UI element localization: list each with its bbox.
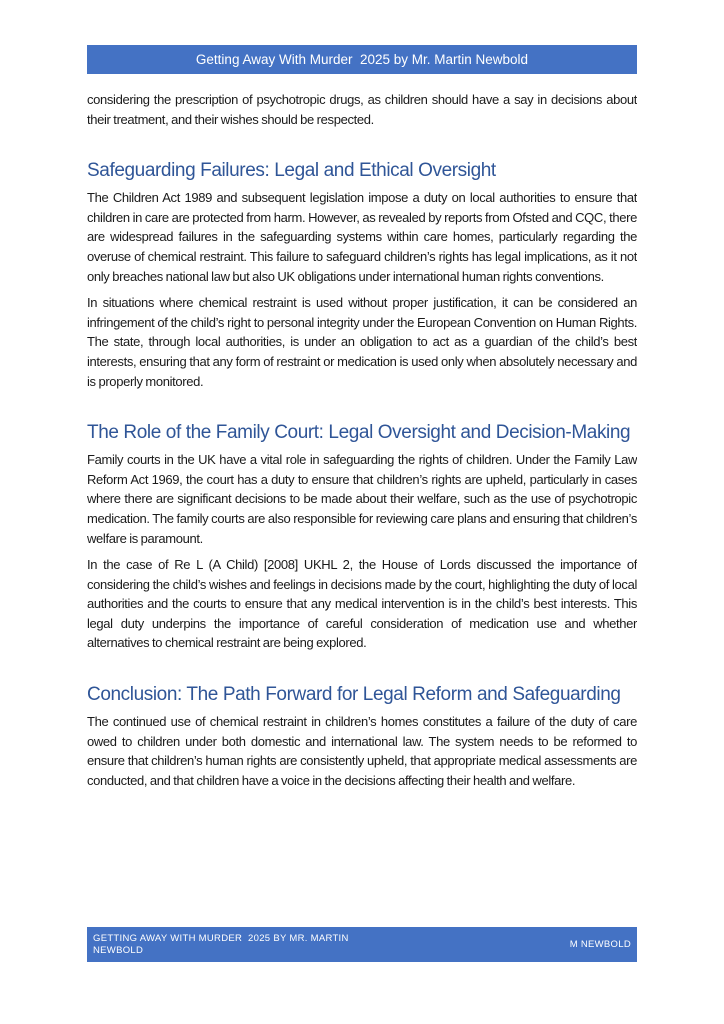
section-heading: Conclusion: The Path Forward for Legal Reform and Safeguarding <box>87 684 621 706</box>
section-gap <box>87 660 637 682</box>
paragraph: The continued use of chemical restraint in children’s homes constitutes a failure of the duty of care owed to children under both domestic and international law. The system needs to be reformed to ensure that children’s human rights are consistently upheld, that appropriate medical assessments are conducted, and that children have a voice in the decisions affecting their health and welfare. <box>87 714 637 788</box>
paragraph: In situations where chemical restraint is used without proper justification, it can be considered an infringement of the child’s right to personal integrity under the European Convention on Human Rights. The state, through local authorities, is under an obligation to act as a guardian of the child’s best interests, ensuring that any form of restraint or medication is used only when absolutely necessary and is properly monitored. <box>87 295 637 389</box>
section-heading: The Role of the Family Court: Legal Oversight and Decision-Making <box>87 422 631 444</box>
section-family-court <box>87 420 637 660</box>
page-header-bar <box>87 45 637 74</box>
document-body <box>87 90 637 922</box>
section-gap <box>87 136 637 158</box>
page-footer-bar <box>87 927 637 962</box>
section-gap <box>87 398 637 420</box>
header-title: Getting Away With Murder 2025 by Mr. Martin Newbold <box>195 52 529 67</box>
section-safeguarding-failures <box>87 158 637 398</box>
section-heading: Safeguarding Failures: Legal and Ethical Oversight <box>87 160 496 182</box>
footer-title: GETTING AWAY WITH MURDER 2025 BY MR. MARTIN NEWBOLD <box>93 932 352 956</box>
paragraph: The Children Act 1989 and subsequent legislation impose a duty on local authorities to ensure that children in care are protected from harm. However, as revealed by reports from Ofsted and CQC, there are widespread failures in the safeguarding systems within care homes, particularly regarding the overuse of chemical restraint. This failure to safeguard children’s rights has legal implications, as it not only breaches national law but also UK obligations under international human rights conventions. <box>87 190 637 284</box>
section-conclusion <box>87 682 637 797</box>
paragraph: In the case of Re L (A Child) [2008] UKHL 2, the House of Lords discussed the importance of considering the child’s wishes and feelings in decisions made by the court, highlighting the duty of local authorities and the courts to ensure that any medical intervention is in the child’s best interests. This legal duty underpins the importance of careful consideration of medication use and whether alternatives to chemical restraint are being explored. <box>87 557 637 651</box>
paragraph: Family courts in the UK have a vital role in safeguarding the rights of children. Under the Family Law Reform Act 1969, the court has a duty to ensure that children’s rights are upheld, particularly in cases where there are significant decisions to be made about their welfare, such as the use of psychotropic medication. The family courts are also responsible for reviewing care plans and ensuring that children’s welfare is paramount. <box>87 452 637 546</box>
footer-author: M NEWBOLD <box>569 939 631 950</box>
intro-paragraph: considering the prescription of psychotropic drugs, as children should have a say in decisions about their treatment, and their wishes should be respected. <box>87 92 637 127</box>
